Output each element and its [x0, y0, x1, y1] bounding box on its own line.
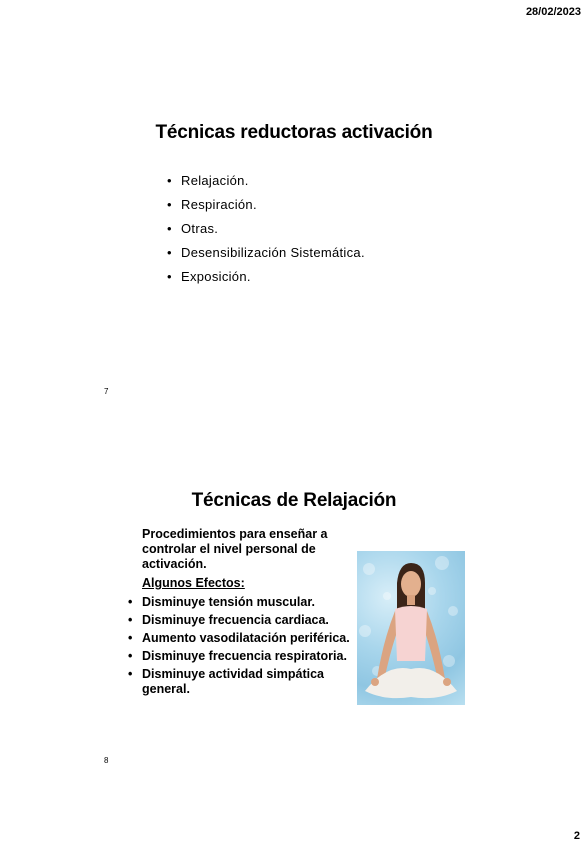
list-item: • Disminuye tensión muscular.	[128, 595, 350, 610]
page-number: 2	[573, 830, 580, 842]
list-item: • Disminuye frecuencia respiratoria.	[128, 649, 350, 664]
date-stamp: 28/02/2023	[525, 6, 581, 18]
meditation-photo	[357, 551, 465, 705]
slide-1-bullet-list	[167, 169, 365, 289]
list-item: • Respiración.	[167, 193, 365, 217]
slide-2-body	[128, 527, 350, 700]
slide-2-title: Técnicas de Relajación	[191, 490, 397, 511]
slide-1-number: 7	[104, 387, 109, 396]
list-item: • Aumento vasodilatación periférica.	[128, 631, 350, 646]
list-item: • Disminuye actividad simpática general.	[128, 667, 350, 697]
slide-1-title: Técnicas reductoras activación	[155, 122, 433, 143]
list-item: • Exposición.	[167, 265, 365, 289]
slide-2-subheading: Algunos Efectos:	[142, 576, 245, 590]
slide-2-bullet-list	[128, 595, 350, 697]
list-item: • Relajación.	[167, 169, 365, 193]
slide-2-number: 8	[104, 756, 109, 765]
list-item: • Otras.	[167, 217, 365, 241]
list-item: • Disminuye frecuencia cardiaca.	[128, 613, 350, 628]
slide-2-intro: Procedimientos para enseñar a controlar el nivel personal de activación.	[142, 527, 328, 571]
list-item: • Desensibilización Sistemática.	[167, 241, 365, 265]
